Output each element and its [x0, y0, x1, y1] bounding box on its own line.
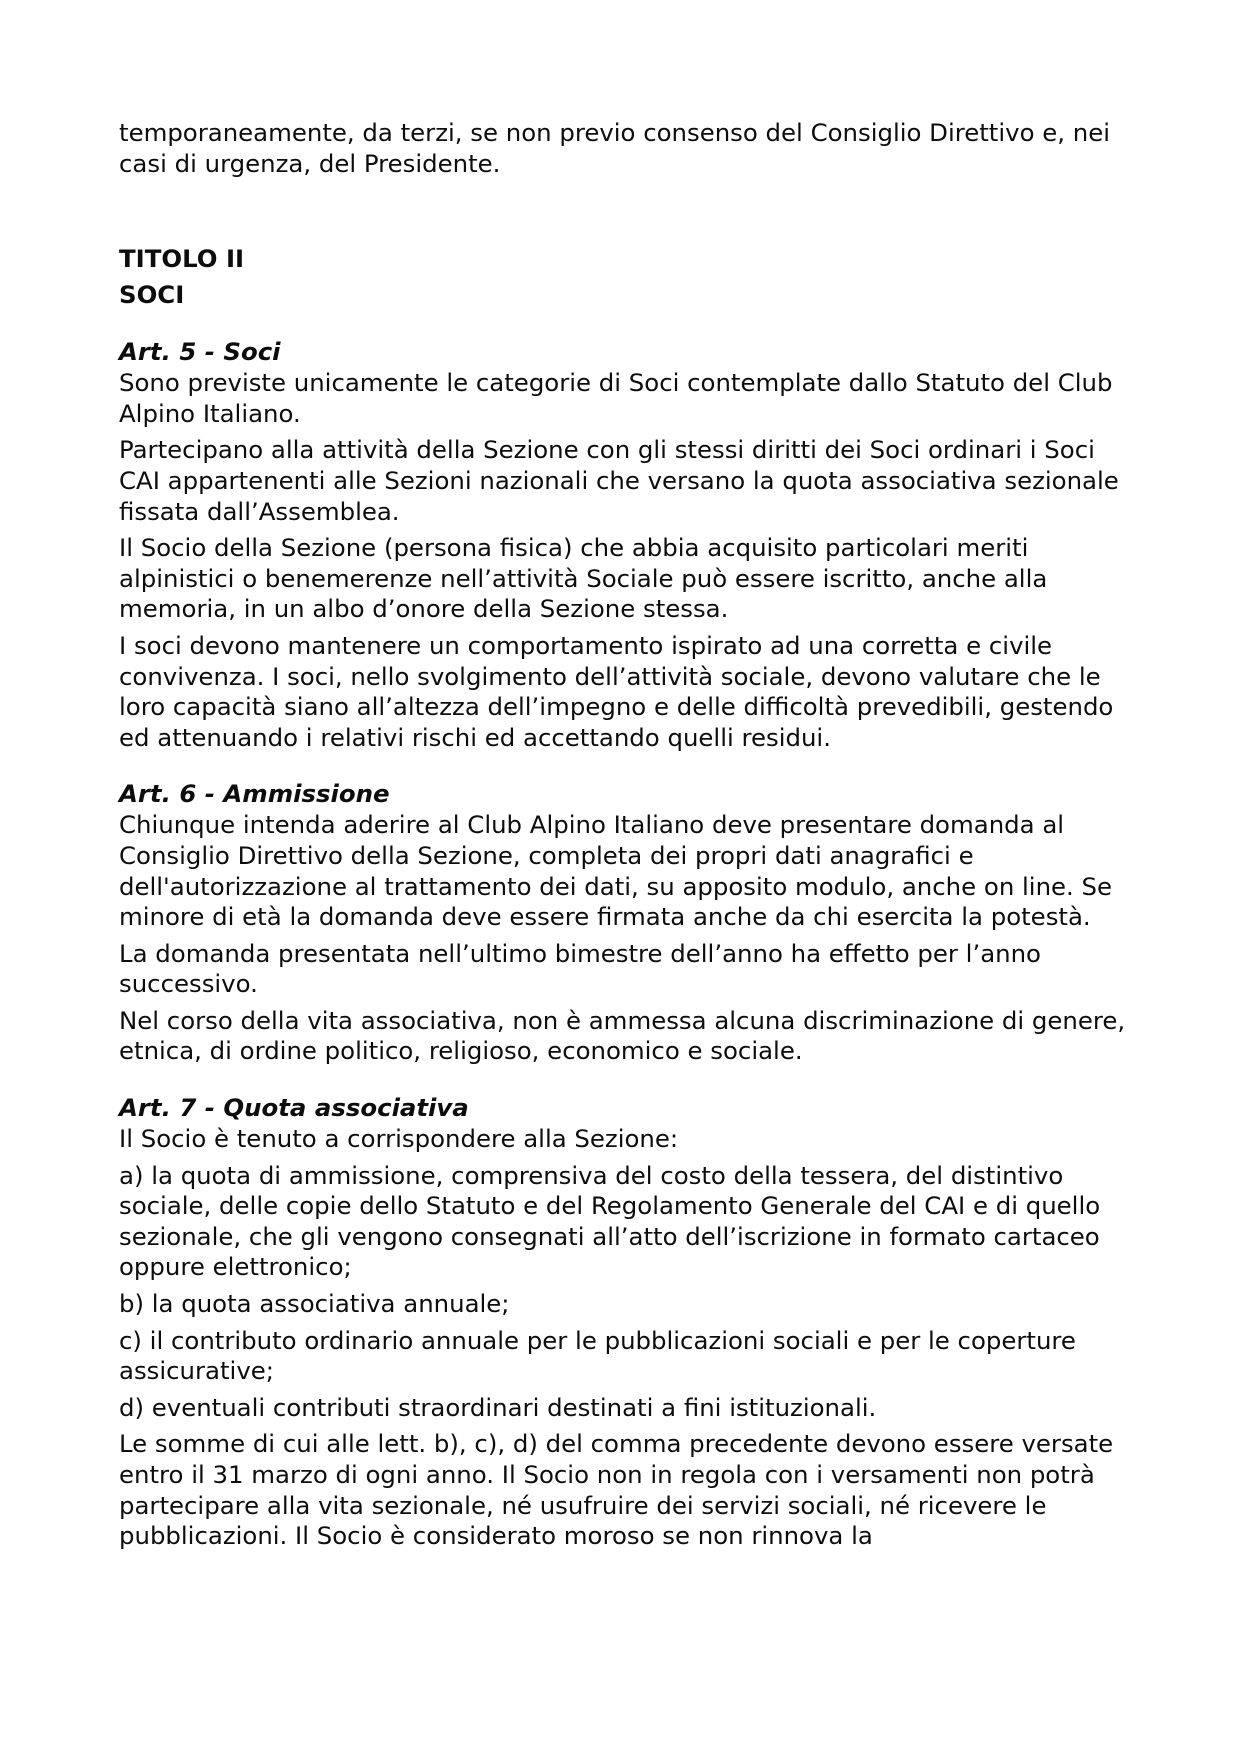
article-5-paragraph-4: I soci devono mantenere un comportamento ispirato ad una corretta e civile convivenza. I soci, nello svolgimento dell’attività sociale, devono valutare che le loro capacità siano all’altezza dell’impegno e delle difficoltà prevedibili, gestendo ed attenuando i relativi rischi ed accettando quelli residui.: [119, 630, 1114, 752]
document-body: [119, 118, 1129, 1558]
article-6-paragraph-1: Chiunque intenda aderire al Club Alpino Italiano deve presentare domanda al Consiglio Direttivo della Sezione, completa dei propri dati anagrafici e dell'autorizzazione al trattamento dei dati, su apposito modulo, anche on line. Se minore di età la domanda deve essere firmata anche da chi esercita la potestà.: [119, 810, 1113, 932]
section-title-line-1: TITOLO II: [119, 244, 245, 274]
article-heading-6: Art. 6 - Ammissione: [119, 779, 390, 809]
article-7-item-a: a) la quota di ammissione, comprensiva del costo della tessera, del distintivo sociale, delle copie dello Statuto e del Regolamento Generale del CAI e di quello sezionale, che gli vengono consegnati all’atto dell’iscrizione in formato cartaceo oppure elettronico;: [119, 1160, 1101, 1282]
article-7-paragraph-1: Il Socio è tenuto a corrispondere alla Sezione:: [119, 1124, 679, 1154]
article-7-item-d: d) eventuali contributi straordinari destinati a fini istituzionali.: [119, 1392, 877, 1422]
article-7-paragraph-final: Le somme di cui alle lett. b), c), d) del comma precedente devono essere versate entro il 31 marzo di ogni anno. Il Socio non in regola con i versamenti non potrà partecipare alla vita sezionale, né usufruire dei servizi sociali, né ricevere le pubblicazioni. Il Socio è considerato moroso se non rinnova la: [119, 1429, 1114, 1551]
article-5-paragraph-1: Sono previste unicamente le categorie di Soci contemplate dallo Statuto del Club Alpino Italiano.: [119, 368, 1113, 428]
article-6-paragraph-3: Nel corso della vita associativa, non è ammessa alcuna discriminazione di genere, etnica, di ordine politico, religioso, economico e sociale.: [119, 1005, 1126, 1066]
article-5-paragraph-2: Partecipano alla attività della Sezione con gli stessi diritti dei Soci ordinari i Soci CAI appartenenti alle Sezioni nazionali che versano la quota associativa sezionale fissata dall’Assemblea.: [119, 435, 1119, 526]
section-title: [119, 241, 1129, 313]
article-heading-7: Art. 7 - Quota associativa: [119, 1093, 469, 1123]
article-7-item-c: c) il contributo ordinario annuale per le pubblicazioni sociali e per le coperture assicurative;: [119, 1325, 1076, 1386]
intro-paragraph: temporaneamente, da terzi, se non previo consenso del Consiglio Direttivo e, nei casi di urgenza, del Presidente.: [119, 118, 1111, 178]
article-7-item-b: b) la quota associativa annuale;: [119, 1289, 510, 1319]
article-5-paragraph-3: Il Socio della Sezione (persona fisica) che abbia acquisito particolari meriti alpinistici o benemerenze nell’attività Sociale può essere iscritto, anche alla memoria, in un albo d’onore della Sezione stessa.: [119, 533, 1048, 624]
section-title-line-2: SOCI: [119, 280, 185, 310]
article-heading-5: Art. 5 - Soci: [119, 337, 281, 367]
article-6-paragraph-2: La domanda presentata nell’ultimo bimestre dell’anno ha effetto per l’anno successivo.: [119, 938, 1041, 999]
